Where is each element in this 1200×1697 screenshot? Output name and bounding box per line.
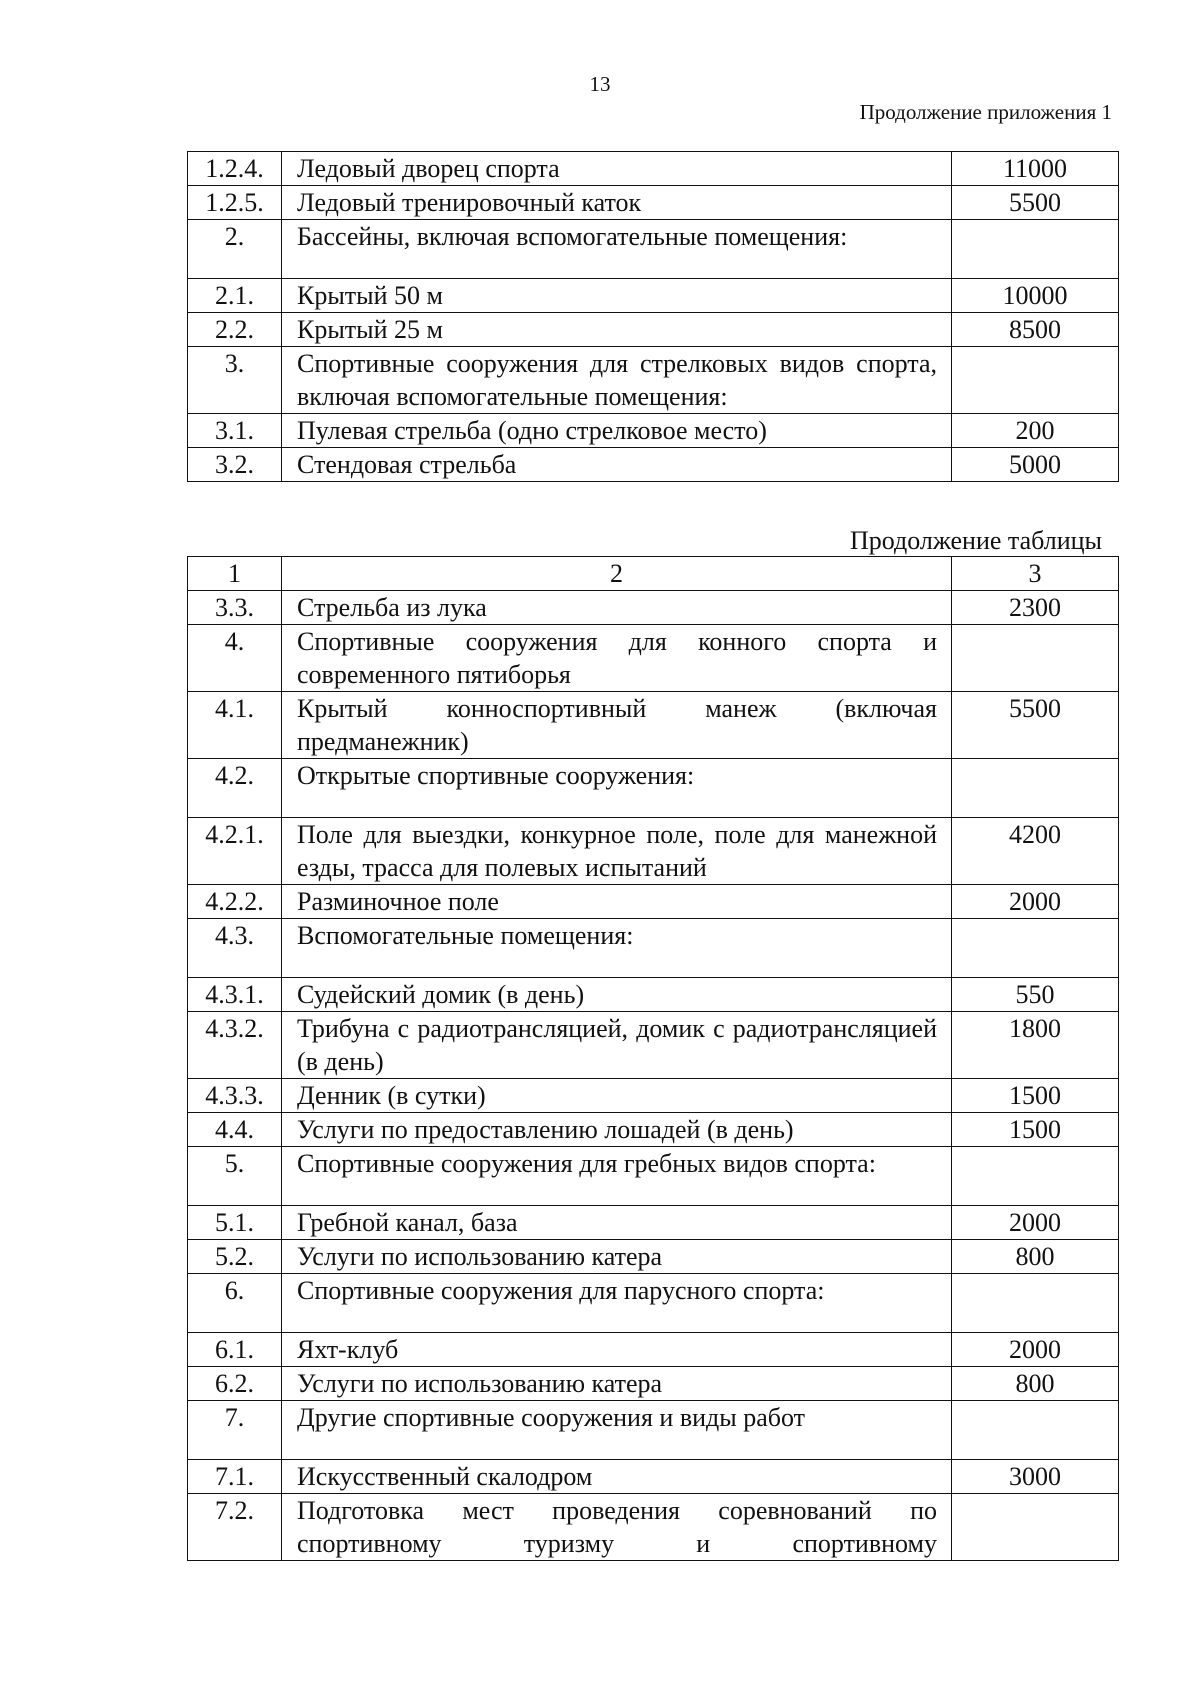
row-number: 5.2. [188,1240,282,1274]
row-name: Открытые спортивные сооружения: [282,759,952,818]
table-row [188,186,1119,220]
row-value: 3000 [952,1460,1119,1494]
row-name: Крытый 25 м [282,313,952,347]
row-name: Крытый конноспортивный манеж (включая предманежник) [282,692,952,759]
table-row [188,919,1119,978]
row-number: 7. [188,1401,282,1460]
row-number: 4.2.1. [188,818,282,885]
row-number: 4.2. [188,759,282,818]
row-number: 5.1. [188,1206,282,1240]
row-name: Спортивные сооружения для парусного спорта: [282,1274,952,1333]
row-number: 6. [188,1274,282,1333]
table-row [188,625,1119,692]
table-row [188,978,1119,1012]
row-number: 1.2.4. [188,152,282,186]
table-row [188,1240,1119,1274]
row-value: 10000 [952,279,1119,313]
table-row [188,1012,1119,1079]
table-row [188,692,1119,759]
column-header-3: 3 [952,557,1119,591]
row-value: 800 [952,1367,1119,1401]
row-value: 5500 [952,692,1119,759]
table-row [188,1494,1119,1561]
table-header-row [188,557,1119,591]
row-value: 1500 [952,1079,1119,1113]
table-row [188,152,1119,186]
row-value [952,759,1119,818]
table-row [188,1206,1119,1240]
row-number: 2.2. [188,313,282,347]
row-number: 4.3. [188,919,282,978]
table-row [188,220,1119,279]
row-name: Яхт-клуб [282,1333,952,1367]
row-name: Спортивные сооружения для стрелковых видов спорта, включая вспомогательные помещения: [282,347,952,414]
row-number: 4.3.2. [188,1012,282,1079]
price-table-top [187,151,1119,482]
row-number: 1.2.5. [188,186,282,220]
row-name: Денник (в сутки) [282,1079,952,1113]
row-number: 3.1. [188,414,282,448]
row-name: Спортивные сооружения для конного спорта и современного пятиборья [282,625,952,692]
row-value: 5000 [952,448,1119,482]
row-value [952,1494,1119,1561]
row-value: 2000 [952,885,1119,919]
row-value: 200 [952,414,1119,448]
table-row [188,1113,1119,1147]
table-row [188,414,1119,448]
row-value [952,347,1119,414]
row-value: 5500 [952,186,1119,220]
row-number: 6.1. [188,1333,282,1367]
row-value: 2000 [952,1206,1119,1240]
table-row [188,347,1119,414]
table-row [188,1147,1119,1206]
row-name: Судейский домик (в день) [282,978,952,1012]
row-name: Спортивные сооружения для гребных видов спорта: [282,1147,952,1206]
row-name: Услуги по использованию катера [282,1240,952,1274]
row-number: 4.3.3. [188,1079,282,1113]
price-table-continued [187,556,1119,1561]
row-name: Ледовый тренировочный каток [282,186,952,220]
row-value: 1500 [952,1113,1119,1147]
row-value: 11000 [952,152,1119,186]
row-number: 4.2.2. [188,885,282,919]
table-row [188,1460,1119,1494]
table-continuation-caption: Продолжение таблицы [850,526,1102,555]
row-number: 6.2. [188,1367,282,1401]
row-number: 5. [188,1147,282,1206]
row-name: Поле для выездки, конкурное поле, поле для манежной езды, трасса для полевых испытаний [282,818,952,885]
row-number: 4.3.1. [188,978,282,1012]
row-number: 3.2. [188,448,282,482]
table-row [188,1274,1119,1333]
table-row [188,313,1119,347]
row-number: 7.1. [188,1460,282,1494]
column-header-1: 1 [188,557,282,591]
row-name: Искусственный скалодром [282,1460,952,1494]
appendix-continuation-note: Продолжение приложения 1 [859,100,1112,124]
row-name: Гребной канал, база [282,1206,952,1240]
table-row [188,885,1119,919]
row-number: 2. [188,220,282,279]
row-name: Трибуна с радиотрансляцией, домик с радиотрансляцией (в день) [282,1012,952,1079]
row-value [952,625,1119,692]
row-value: 2000 [952,1333,1119,1367]
row-value [952,919,1119,978]
column-header-2: 2 [282,557,952,591]
row-name: Стендовая стрельба [282,448,952,482]
row-value [952,1274,1119,1333]
row-value: 550 [952,978,1119,1012]
row-name: Ледовый дворец спорта [282,152,952,186]
table-row [188,1333,1119,1367]
row-number: 4.1. [188,692,282,759]
row-number: 4.4. [188,1113,282,1147]
row-value: 8500 [952,313,1119,347]
table-row [188,1079,1119,1113]
row-number: 3. [188,347,282,414]
table-row [188,591,1119,625]
row-name: Подготовка мест проведения соревнований по спортивному туризму и спортивному [282,1494,952,1561]
page-number: 13 [589,72,611,96]
row-name: Услуги по предоставлению лошадей (в день) [282,1113,952,1147]
row-number: 7.2. [188,1494,282,1561]
table-row [188,1401,1119,1460]
row-name: Разминочное поле [282,885,952,919]
row-name: Вспомогательные помещения: [282,919,952,978]
row-value: 800 [952,1240,1119,1274]
row-name: Услуги по использованию катера [282,1367,952,1401]
row-name: Крытый 50 м [282,279,952,313]
table-row [188,818,1119,885]
row-value [952,220,1119,279]
row-name: Бассейны, включая вспомогательные помещения: [282,220,952,279]
table-row [188,1367,1119,1401]
table-row [188,279,1119,313]
row-name: Другие спортивные сооружения и виды работ [282,1401,952,1460]
table-row [188,759,1119,818]
table-row [188,448,1119,482]
row-value: 4200 [952,818,1119,885]
row-value [952,1401,1119,1460]
row-name: Пулевая стрельба (одно стрелковое место) [282,414,952,448]
row-number: 2.1. [188,279,282,313]
row-value: 2300 [952,591,1119,625]
row-name: Стрельба из лука [282,591,952,625]
row-number: 3.3. [188,591,282,625]
row-value: 1800 [952,1012,1119,1079]
row-number: 4. [188,625,282,692]
row-value [952,1147,1119,1206]
